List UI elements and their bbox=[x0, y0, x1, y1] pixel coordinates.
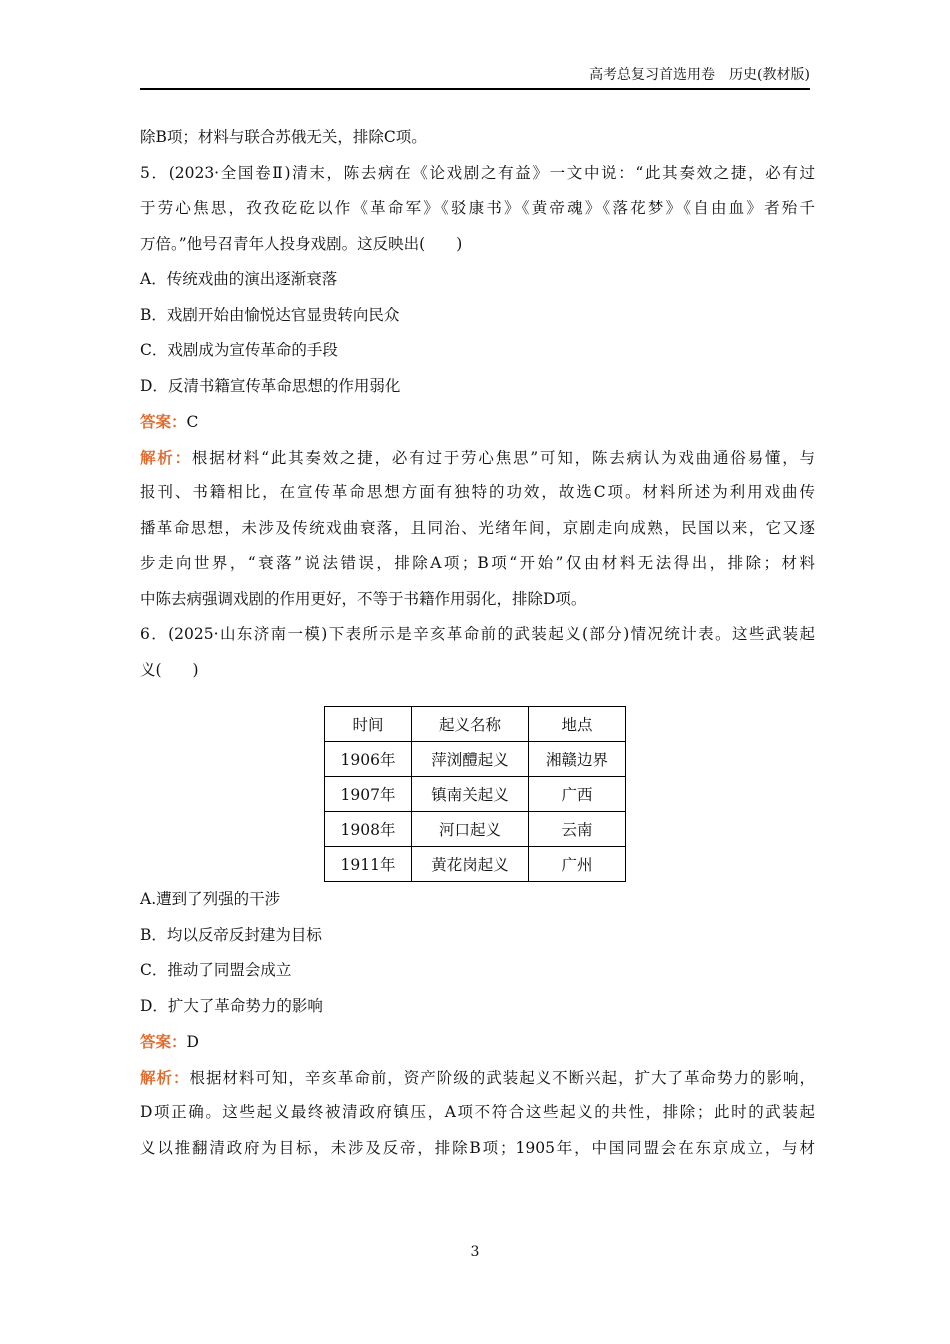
question-5-stem-line: 万倍。”他号召青年人投身戏剧。这反映出( ) bbox=[140, 234, 463, 253]
table-header-cell: 起义名称 bbox=[412, 707, 529, 742]
table-row bbox=[325, 812, 626, 847]
table-cell: 广州 bbox=[529, 847, 626, 882]
table-row bbox=[325, 777, 626, 812]
analysis-text: 根据材料可知，辛亥革命前，资产阶级的武装起义不断兴起，扩大了革命势力的影响， bbox=[189, 1068, 815, 1087]
question-5-option-c: C．戏剧成为宣传革命的手段 bbox=[140, 341, 338, 359]
question-5-analysis-line: 播革命思想，未涉及传统戏曲衰落，且同治、光绪年间，京剧走向成熟，民国以来，它又逐 bbox=[140, 518, 815, 537]
question-6-option-b: B．均以反帝反封建为目标 bbox=[140, 925, 322, 944]
page-content bbox=[140, 120, 815, 1166]
question-5-stem-line: 于劳心焦思，孜孜矻矻以作《革命军》《驳康书》《黄帝魂》《落花梦》《自由血》者殆千 bbox=[140, 199, 815, 217]
header-title: 高考总复习首选用卷 历史(教材版) bbox=[589, 67, 810, 83]
table-header-cell: 地点 bbox=[529, 707, 626, 742]
question-6-option-a: A.遭到了列强的干涉 bbox=[140, 890, 281, 908]
question-5-analysis-line: 中陈去病强调戏剧的作用更好，不等于书籍作用弱化，排除D项。 bbox=[140, 589, 587, 608]
question-5 bbox=[140, 156, 815, 618]
question-5-option-d: D．反清书籍宣传革命思想的作用弱化 bbox=[140, 376, 401, 395]
question-5-answer bbox=[140, 404, 815, 440]
table-cell: 1907年 bbox=[325, 777, 412, 812]
answer-value: D bbox=[186, 1033, 199, 1051]
question-6-answer bbox=[140, 1024, 815, 1060]
page-number: 3 bbox=[470, 1244, 480, 1260]
question-6-option-c: C．推动了同盟会成立 bbox=[140, 961, 292, 979]
uprising-table bbox=[324, 706, 626, 882]
table-row bbox=[325, 742, 626, 777]
question-5-option-a: A．传统戏曲的演出逐渐衰落 bbox=[140, 270, 338, 288]
table-header-cell: 时间 bbox=[325, 707, 412, 742]
table-cell: 1906年 bbox=[325, 742, 412, 777]
answer-value: C bbox=[186, 413, 199, 431]
analysis-text: 根据材料“此其奏效之捷，必有过于劳心焦思”可知，陈去病认为戏曲通俗易懂，与 bbox=[191, 448, 815, 467]
question-6-analysis-line: 义以推翻清政府为目标，未涉及反帝，排除B项；1905年，中国同盟会在东京成立，与材 bbox=[140, 1138, 815, 1157]
question-6-stem-line: 6．(2025·山东济南一模)下表所示是辛亥革命前的武装起义(部分)情况统计表。这些武装起 bbox=[140, 625, 815, 643]
answer-label: 答案： bbox=[140, 1032, 187, 1051]
table-row bbox=[325, 847, 626, 882]
question-5-option-b: B．戏剧开始由愉悦达官显贵转向民众 bbox=[140, 305, 400, 324]
answer-label: 答案： bbox=[140, 412, 187, 431]
table-cell: 黄花岗起义 bbox=[412, 847, 529, 882]
analysis-label: 解析： bbox=[140, 447, 192, 467]
analysis-label: 解析： bbox=[140, 1067, 190, 1087]
table-cell: 河口起义 bbox=[412, 812, 529, 847]
question-6-analysis-line bbox=[140, 1060, 815, 1096]
table-cell: 1911年 bbox=[325, 847, 412, 882]
question-6-analysis-line: D项正确。这些起义最终被清政府镇压，A项不符合这些起义的共性，排除；此时的武装起 bbox=[140, 1103, 815, 1121]
question-5-analysis-line: 报刊、书籍相比，在宣传革命思想方面有独特的功效，故选C项。材料所述为利用戏曲传 bbox=[140, 483, 815, 501]
question-5-analysis-line: 步走向世界，“衰落”说法错误，排除A项；B项“开始”仅由材料无法得出，排除；材料 bbox=[140, 554, 815, 572]
table-cell: 镇南关起义 bbox=[412, 777, 529, 812]
question-5-analysis-line bbox=[140, 440, 815, 476]
table-cell: 云南 bbox=[529, 812, 626, 847]
page-header bbox=[140, 62, 810, 90]
table-cell: 广西 bbox=[529, 777, 626, 812]
question-5-stem-line: 5．(2023·全国卷Ⅱ)清末，陈去病在《论戏剧之有益》一文中说：“此其奏效之捷，必有过 bbox=[140, 163, 815, 182]
continued-text: 除B项；材料与联合苏俄无关，排除C项。 bbox=[140, 128, 427, 146]
table-cell: 湘赣边界 bbox=[529, 742, 626, 777]
question-6-stem-line: 义( ) bbox=[140, 660, 199, 679]
question-6 bbox=[140, 617, 815, 1166]
table-cell: 1908年 bbox=[325, 812, 412, 847]
table-header-row bbox=[325, 707, 626, 742]
table-cell: 萍浏醴起义 bbox=[412, 742, 529, 777]
question-6-option-d: D．扩大了革命势力的影响 bbox=[140, 996, 323, 1015]
